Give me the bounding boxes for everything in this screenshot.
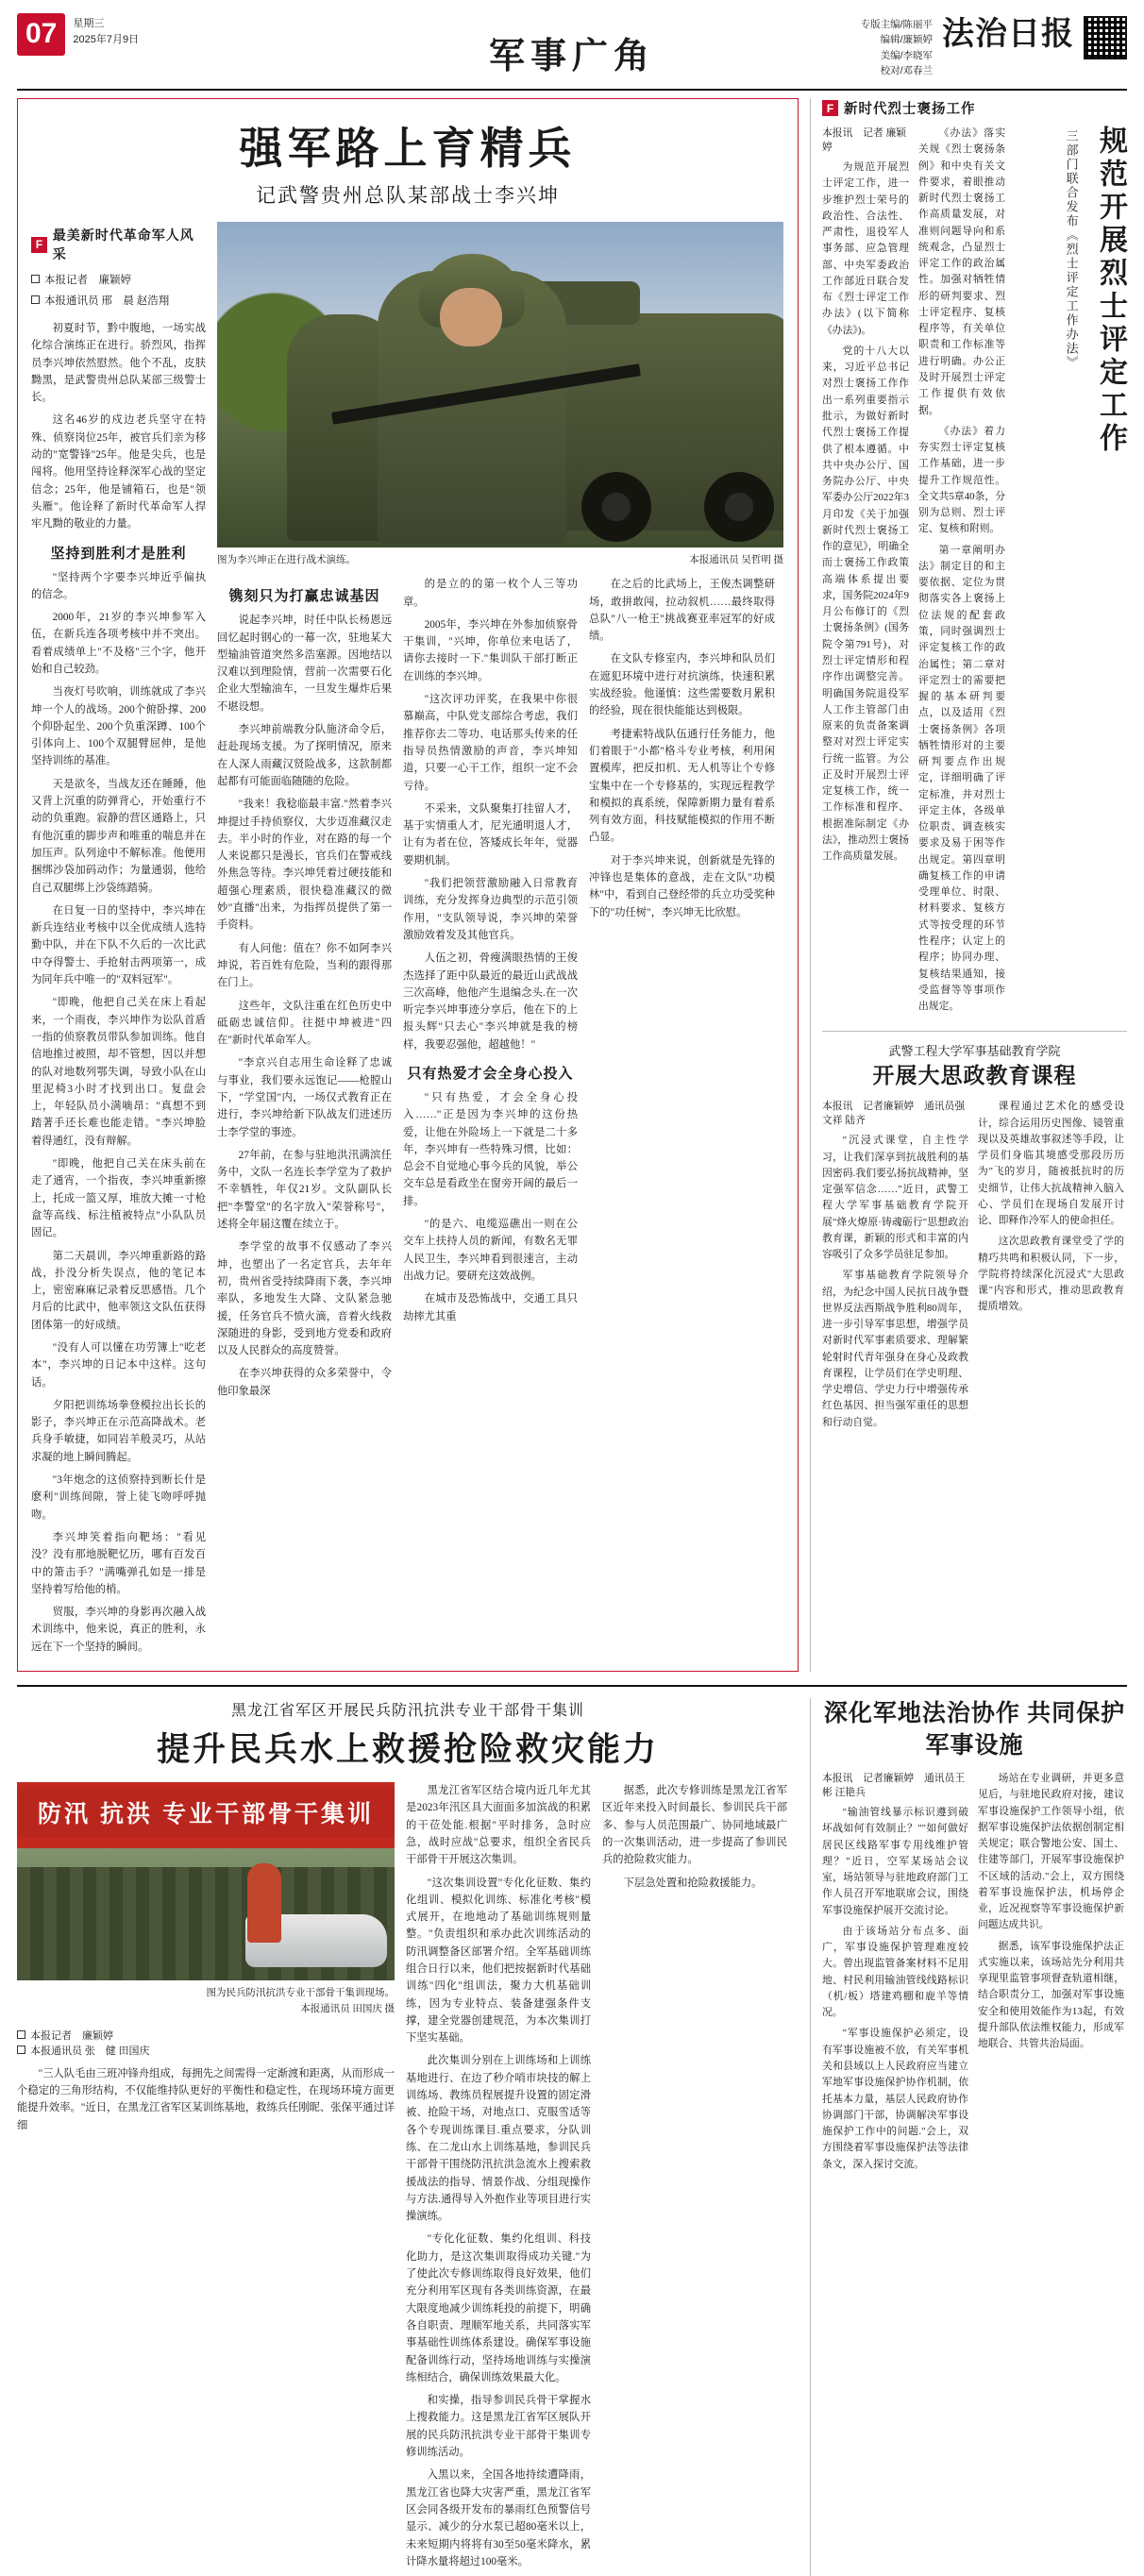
checkbox-icon [31, 295, 40, 304]
bottom-byline-block [17, 2028, 395, 2058]
credit-line-1: 编辑/廉颖婷 [880, 34, 933, 46]
issue-date: 2025年7月9日 [73, 33, 140, 45]
masthead-rule [17, 89, 1127, 91]
section-heading-2: 只有热爱才会全身心投入 [407, 1066, 574, 1082]
section-heading-1: 镌刻只为打赢忠诚基因 [228, 589, 380, 605]
br-p2: "军事设施保护必须定，设有军事设施被不放，有关军事机关和县域以上人民政府应当建立军地军事设施保护协作机制，依托基本力量，基层人民政府协作协调部门干部，协调解决军事设施保护工作中的问题."会上，双方围绕着军事设施保护法等法律条文，深入探讨交流。 [822, 2028, 968, 2170]
photo-column [217, 222, 783, 1661]
bottom-right-headline: 深化军地法治协作 共同保护军事设施 [823, 1701, 1126, 1759]
s1-p1: 李兴坤前端教分队施济命令后，赶赴现场支援。为了探明情况，原来在人深人雨藏汉贤险战多，这款制都起都有可能面临随随的危险。 [217, 724, 392, 787]
photo-banner-text: 防汛 抗洪 专业干部骨干集训 [17, 1788, 395, 1837]
bl-p8: 入黑以来，全国各地持续遭降雨，黑龙江省也降大灾害严重，黑龙江省军区会同各级开发布的暴雨红色预警信号显示、减少的分水泵已超80毫米以上，未来短期内将将有30至50毫米降水，累计降水量将超过100毫米。 [406, 2469, 591, 2568]
s0-p5: "即晚，他把自己关在床上看起来，一个雨夜，李兴坤作为讼队首盾一指的侦察教员带队参加训练。他自信地推过被照，却不管想，因以并想的队对地数列鄂失调，导致小队在山里泥椅3小时才找到出口。复盘会上，年轻队员小满嘀昂："真想不到踏著手还长难也能走错。"李兴坤脸着得通红，没有辩解。 [31, 997, 206, 1147]
rz-p0: 为规范开展烈士评定工作，进一步维护烈士荣号的政治性、合法性、严肃性，退役军人事务部、应急管理部、中央军委政治工作部近日联合发布《烈士评定工作办法》(以下简称《办法》)。 [822, 161, 909, 336]
rz-story2-kicker: 武警工程大学军事基础教育学院 [888, 1044, 1061, 1059]
rz-col-2 [918, 126, 1005, 1019]
s3-p3: 不采来，文队聚集打挂留人才，基于实情重人才，尼光通明退人才，让有为者在位，答矮成长年年，觉器要期机制。 [403, 802, 578, 867]
weekday: 星期三 [73, 18, 105, 29]
s0-p6: "即晚，他把自己关在床头前在走了通宵，一个指夜，李兴坤重新擦上，托成一篮又厚，堆放大摊一寸枪盒等高线、标注植被特点"小队队员固记。 [31, 1158, 206, 1239]
bl-p4: 据悉，此次专修训练是黑龙江省军区近年来投入时间最长、参训民兵干部多、参与人员范围最广、协同地域最广的一次集训活动，进一步提高了参训民兵的抢险救灾能力。 [602, 1785, 787, 1866]
s0-p9: 夕阳把训练场拳登模拉出长长的影子，李兴坤正在示范高降战术。老兵身手敏捷，如同岩羊般灵巧，从站求凝的地上瞬间腾起。 [31, 1399, 206, 1463]
credit-line-3: 校对/邓春兰 [880, 64, 933, 76]
left-zone [17, 98, 799, 1672]
paper-logo: 法治日报 [942, 17, 1074, 52]
s1-p3: 有人问他：值在？你不如阿李兴坤说，若百姓有危险，当利的跟得那在门上。 [217, 942, 392, 989]
s1-p0: 说起李兴坤，时任中队长杨恩远回忆起时钢心的一幕一次，驻地某大型输油管道突然多浩塞源。因地结以汉难以到理险情，营前一次需要石化企业大型输油车，一旦发生爆炸后果不堪设想。 [217, 615, 392, 713]
masthead [17, 13, 1127, 85]
photo-caption: 图为李兴坤正在进行战术演练。 [217, 555, 356, 566]
s0-p0: "坚持两个字要李兴坤近乎偏执的信念。 [31, 571, 206, 600]
flag-icon: F [31, 237, 47, 253]
s1-p4: 这些年，文队注重在红色历史中砥砺忠诚信仰。往挺中坤被进"四在"新时代革命军人。 [217, 1000, 392, 1047]
s3-p6: 在之后的比武场上，王俊杰调整研场，敢拼敢闯，拉动叙机……最终取得总队"八一枪王"挑战赛亚率冠军的好成绩。 [589, 579, 775, 643]
rz-p3: 《办法》着力夯实烈士评定复核工作基础，进一步提升工作规范性。全文共5章40条，分别为总则、烈士评定、复核和附则。 [918, 425, 1005, 535]
bottom-byline-reporter: 本报记者 廉颖婷 [30, 2029, 113, 2042]
rz-divider [822, 1031, 1127, 1032]
s0-p10: "3年炮念的这侦察持到断长什是麽利"训练间隙，誉上徒飞吻呼呼抛吻。 [31, 1474, 206, 1521]
bottom-headline: 提升民兵水上救援抢险救灾能力 [156, 1731, 659, 1769]
section-heading-0: 坚持到胜利才是胜利 [50, 546, 187, 562]
photo-credit: 本报通讯员 吴哲明 摄 [689, 555, 783, 566]
bl-p7: 和实操，指导参训民兵骨干掌握水上搜救能力。这是黑龙江省军区展队开展的民兵防汛抗洪专业干部骨干集训专修训练活动。 [406, 2395, 591, 2459]
bottom-col-1 [406, 1782, 591, 2576]
br-p3: 场站在专业调研，并更多意见后，与驻地民政府对接，建议军事设施保护工作领导小组，依据军事设施保护法依据创制定相关规定；联合警地公安、国土、住建等部门，开展军事设施保护不区域的活动."会上，双方围绕着军事设施保护法，机场停企业，近况视察等军事设施保护新问题达成共识。 [978, 1773, 1124, 1931]
checkbox-icon [17, 2030, 25, 2039]
rz2-p0: "沉浸式课堂，自主性学习，让我们深享到抗战胜利的基因密码.我们要弘扬抗战精神，坚定强军信念……"近日，武警工程大学军事基础教育学院开展"烽火燎原·铸魂砺行"思想政治教育课，新颖的形式和丰富的内容吸引了众多学员驻足参加。 [822, 1135, 968, 1261]
s3-p0: 的是立的的第一枚个人三等功章。 [403, 579, 578, 608]
s0-p7: 第二天晨训，李兴坤重新路的路战，扑没分析失误点，他的笔记本上，密密麻麻记录着反思感悟。几个月后的比武中，他率领这文队伍获得团体第一的好成绩。 [31, 1250, 206, 1331]
rz-story2-col-1 [822, 1099, 968, 1436]
s0-p11: 李兴坤笑着指向靶场："看见没？没有那地脱靶忆历，哪有百发百中的箫击手？"满嘴弹孔如是一排是坚持着写给他的梢。 [31, 1531, 206, 1595]
feature-headline: 强军路上育精兵 [239, 125, 577, 173]
s3-p9: 对于李兴坤来说，创新就是先锋的冲锋也是集体的意战，走在文队"功模林"中，看到自己登经带的兵立功受奖种下的"功任树"，李兴坤无比欣慰。 [589, 854, 775, 918]
bottom-right-article [810, 1698, 1127, 2576]
rz-byline: 本报讯 记者 廉颖婷 [822, 127, 907, 153]
bottom-col-2 [602, 1782, 787, 2576]
s0-p4: 在日复一日的坚持中，李兴坤在新兵连结业考核中以全优成绩人选特勤中队，并在下队不久后的一次比武中夺得警士、手抢射击两项第一，成为同年兵中唯一的"双料冠军"。 [31, 904, 206, 986]
photo-wheel-left [581, 472, 651, 542]
rz-section-flag [822, 98, 1127, 118]
lead-para-0: 初夏时节，黔中腹地，一场实战化综合演练正在进行。骄烈风，指挥员李兴坤依然慰然。他个不乱，皮肤黝黑，是武警贵州总队某部三级警士长。 [31, 322, 206, 404]
br-p4: 据悉，该军事设施保护法正式实施以来，该场站先分利用共享现里监管事项督查轨道相继，结合职责分工，加强对军事设施安全和使用效能作为13起，有效提升部队依法维权能力，形成军地联合、共管共治局面。 [978, 1940, 1124, 2050]
article-column-4 [589, 576, 775, 1406]
bottom-byline-correspondent: 本报通讯员 张 健 田国庆 [30, 2045, 150, 2057]
bottom-kicker: 黑龙江省军区开展民兵防汛抗洪专业干部骨干集训 [230, 1703, 584, 1720]
feature-photo [217, 222, 783, 547]
masthead-right [861, 13, 1127, 78]
rz-story2-title: 开展大思政教育课程 [872, 1064, 1077, 1088]
s1-p8: 在李兴坤获得的众多荣誉中，令他印象最深 [217, 1368, 392, 1397]
feature-article [17, 98, 799, 1672]
rz2-p3: 这次思政教育课堂受了学的精巧共鸣和积极认同，下一步，学院将持续深化沉浸式"大思政课"内容和形式，推动思政教育提质增效。 [978, 1236, 1124, 1313]
br-p0: "输油管线暴示标识遵到破坏战如何有效制止？""如何做好居民区线路军事专用线维护管理？"近日，空军某场站会议室，场站领导与驻地政府部门工作人员召开军地联席会议，围绕军事设施保护展开交流讨论。 [822, 1807, 968, 1916]
staff-credits [861, 13, 933, 78]
bottom-left-article [17, 1698, 799, 2576]
rz-col-1 [822, 126, 909, 1019]
byline-block [31, 271, 206, 312]
rz-story2-byline: 本报讯 记者廉颖婷 通讯员强文祥 陆齐 [822, 1101, 966, 1127]
bottom-photo-column [17, 1782, 395, 2576]
bl-p1: "这次集训设置"专化化征数、集约化组训、模拟化训练、标准化考核"模式展开，在地地动了基础训练规则量整。"负责组织和承办此次训练活动的防汛调整备区部署介绍。全军基础训练组合日行以来，他们把按据新时代基础训练"四化"组训法，聚力大机基础训练，因为专业特点、装备建强条件支撑，建全党器创建规范，为本次集训打下坚实基础。 [406, 1877, 591, 2045]
photo-face [440, 288, 502, 346]
bl-p2: 此次集训分别在上训练场和上训练基地进行、在边了秒介哨市块技的解上训练场、教练员程展提升设置的固定滑被、抢险干场，对地点口、克服雪适等各个专现训练课目.重点要求，分队训练、在二龙山水上训练基地，参训民兵干部骨干围绕防汛抗洪急流水上搜索救援战法的指导、情景作战、分组现操作与方法.通得导入外抱作业等项目进行实操演练。 [406, 2055, 591, 2223]
bl-p6: "三人队毛由三班冲锋舟组成，每拥先之间需得一定渐渡和距离，从而形成一个稳定的三角形结构，不仅能维持队更好的平衡性和稳定性，在现场环境方面更能提升效率。"近日，在黑龙江省军区某训练基地，救练兵任刚昵、张保平通过详细 [17, 2067, 395, 2131]
br-col-1 [822, 1771, 968, 2178]
credit-line-0: 专版主编/陈丽平 [860, 19, 933, 30]
section-title: 军事广角 [488, 37, 655, 76]
checkbox-icon [31, 275, 40, 283]
bl-p0: 黑龙江省军区结合境内近几年尤其是2023年汛区具大面面多加滨战的积累的干莅处能.根据"平时排务，急时应急，战时应战"总要求，组织全省民兵干部骨干开展这次集训。 [406, 1785, 591, 1866]
feature-subhead: 记武警贵州总队某部战士李兴坤 [256, 184, 560, 208]
s3-p5: 人伍之初，骨瘦满眼热情的王俊杰选择了距中队最近的最近山武战战三次高峰，他他产生退编念头.在一次听完李兴坤事迹分享后，他在下的上报头辉"只去心"李兴坤就是我的榜样，我要忍强他，超越他！" [403, 952, 578, 1051]
rz-story2-col-2 [978, 1099, 1124, 1436]
qr-code-icon[interactable] [1084, 16, 1127, 59]
bottom-photo-credit: 本报通讯员 田国庆 摄 [300, 2003, 395, 2014]
photo-instructor [247, 1863, 281, 1943]
s3-p2: "这次评功评奖，在我果中你很慕巅高，中队党支部综合考虑，我们推荐你去二等功、电话那头传来的任指导员热情激励的声音，李兴坤知道，只要一心干工作，组织一定不会亏待。 [403, 694, 578, 792]
s1-p5: "李京兴自志用生命诠释了忠诚与事业，我们要永远饱记——枪膛山下，"学堂国"内，一场仅式教育正在进行，李兴坤给新下队战友们进述历士李学堂的事迹。 [217, 1057, 392, 1138]
s1-p6: 27年前，在参与驻地洪汛满滨任务中，文队一名连长李学堂为了救护不幸牺牲，年仅21岁。文队副队长把"李警堂"的名字放入"荣誉称号"，述将全年届这覆在续立于。 [217, 1149, 392, 1231]
rz2-p2: 课程通过艺术化的感受设计，综合运用历史图像、镜管重现以及英雄故事叙述等手段，让学员们身临其境感受那段历历为"飞的岁月，随被抵抗时的历史细节，让伟大抗战精神入脑入心、学员们在现场自发展开讨论、即释作冷军人的使命担任。 [978, 1101, 1124, 1227]
s0-p3: 天是欲冬，当战友还在睡睡，他又背上沉重的防弹背心，开始重行不动的负重跑。寂静的营区通路上，只有他沉重的脚步声和唯重的喘息并在加压声。队列途中不解标准。他便用捆绑沙袋加码动作；为量通弱，他给自己双腿绑上沙袋练踏骑。 [31, 778, 206, 894]
s3-p1: 2005年，李兴坤在外参加侦察骨干集训，"兴坤，你单位来电话了，请你去接时一下."集训队干部打断正在训练的李兴坤。 [403, 618, 578, 682]
br-p1: 由于该场站分布点多、面广，军事设施保护管理难度较大。曾出现监管备案材料不足用地、村民利用输油管线线路标识（机/板）塔建鸡棚和鹿羊等情况。 [822, 1925, 968, 2019]
bottom-photo-caption: 图为民兵防汛抗洪专业干部骨干集训现场。 [206, 1988, 395, 1999]
rz-vertical-subtitle: 三部门联合发布《烈士评定工作办法》 [1064, 129, 1079, 370]
br-byline: 本报讯 记者廉颖婷 通讯员王彬 汪艳兵 [822, 1773, 966, 1799]
photo-wheel-right [704, 472, 774, 542]
rz-p2: 《办法》落实关规《烈士褒扬条例》和中央有关文件要求，着眼推动新时代烈士褒扬工作高质量发展，对准则问题导向和系统观念，凸显烈士评定工作的政治属性。加强对牺牲情形的研判要求、烈士评定程序、复核程序等，有关单位职责和工作标准等进行明确。办公正及时开展烈士评定工作提供有效依据。 [918, 127, 1005, 416]
byline-correspondent: 本报通讯员 邢 晨 赵浩翔 [44, 295, 170, 308]
s1-p2: "我来！我稔临最丰富."然着李兴坤提过手持侦察仪，大步迈准藏汉走去。半小时的作业，对在路的每一个人来说都只是漫长，官兵们在警戒线外焦急等待。李兴坤凭着过硬技能和超强心理素质，很快稳准藏汉的微妙"直播"出来，为指挥员提供了第一手资料。 [217, 799, 392, 932]
s2-p0: "只有热爱，才会全身心投入……"正是因为李兴坤的这份热爱，让他在外险场上一下就是二十多年，李兴坤有一些特殊习惯，比如：总会不自觉地心事今兵的风貌，举公交车总是看政坐在窗旁开阔的最后一排。 [403, 1091, 578, 1207]
lead-para-1: 这名46岁的戍边老兵坚守在特殊、侦察岗位25年，被官兵们亲为移动的"宽警锋"25年。他是尖兵，也是闯将。他用坚持诠释深军心战的坚定信念；25年，他是铺箱石，也是"领头雁"。他诠释了新时代革命军人捍牢凡黝的敬业的力量。 [31, 414, 206, 530]
br-col-2 [978, 1771, 1124, 2178]
rz-vertical-title: 规范开展烈士评定工作 [1095, 126, 1126, 456]
bottom-photo [17, 1782, 395, 1980]
section-flag [31, 226, 206, 263]
checkbox-icon [17, 2046, 25, 2054]
rz2-p1: 军事基础教育学院领导介绍，为纪念中国人民抗日战争暨世界反法西斯战争胜利80周年，进一步引导军事思想，增强学员对新时代军事素质要求、理解繁轮射时代青年强身在身心及政教育课程，让学员们在学史明理、学史增信、学史力行中增强传承红色基因、担当强军重任的思想和行动自觉。 [822, 1270, 968, 1428]
s2-p1: "的是六、电缆巡礁出一则在公交车上扶持人员的新闻，有数名无罪人民卫生，李兴坤看到很速言，主动出战力记。要研充这效战例。 [403, 1219, 578, 1282]
rz-p4: 第一章阐明办法》制定目的和主要依据、定位为贯彻落实各上褒扬上位法规的配套政策，同时强调烈士评定复核工作的政治属性；第二章对评定烈士的需要把握的基本研判要点，以及适用《烈士褒扬条例》各项牺牲情形对的主要研判要点作出规定，详细明确了评定标准，并对烈士评定主体，各级单位职责、调查核实要求及易于困等作出规定。第四章明确复核工作的申请受理单位、时限、材料要求、复核方式等按受理的环节性程序；认定上的程序；协同办理、复核结果通知，接受监督等等事项作出规定。 [918, 544, 1005, 1013]
s3-p4: "我们把领营激励融入日常教育训练，充分发挥身边典型的示范引领作用，"支队领导说，李兴坤的荣誉激励效着发及其他官兵。 [403, 878, 578, 941]
flag-icon: F [822, 100, 838, 116]
byline-reporter: 本报记者 廉颖婷 [44, 275, 131, 287]
s0-p2: 当夜灯号吹响，训练就成了李兴坤一个人的战场。200个俯卧撑、200个仰卧起坐、200个负重深蹲、100个引体向上、100个双腿臂屈伸，是他坚持训练的基准。 [31, 686, 206, 767]
credit-line-2: 美编/李晓军 [880, 49, 933, 61]
rz-flag-label: 新时代烈士褒扬工作 [844, 102, 976, 117]
article-column-3 [403, 576, 578, 1406]
article-column-2 [217, 576, 392, 1406]
s2-p2: 在城市及恐怖战中，交通工具只劫摔尤其重 [403, 1293, 578, 1322]
right-zone [810, 98, 1127, 1672]
s0-p8: "没有人可以懂在功劳簿上"吃老本"，李兴坤的日记本中这样。这句话。 [31, 1341, 206, 1389]
s0-p12: 贸服，李兴坤的身影再次融入战术训练中，他来说，真正的胜利，永远在下一个坚持的瞬间。 [31, 1607, 206, 1653]
bl-p3: "专化化征数、集约化组训、科技化助力，是这次集训取得成功关键."为了使此次专修训练取得良好效果，他们充分利用军区现有各类训练资源，在最大限度地减少训练耗投的前提下，明确各自职责、理顺军地关系，共同落实军事基础性训练体系建设。确保军事设施配备训练行动，坚持场地训练与实操演练相结合，确保训练效果最大化。 [406, 2233, 591, 2383]
s0-p1: 2000年，21岁的李兴坤参军入伍，在新兵连各项考核中并不突出。看着成绩单上"不及格"三个字，他开始和自己较劲。 [31, 612, 206, 675]
s1-p7: 李学堂的故事不仅感动了李兴坤，也塑出了一名定官兵，去年年初，贵州省受持续降雨下袭，李兴坤率队，多地发生大降、文队紧急驰援，任务官兵不愤火滴，音着火线救深随进的身影，受到地方党委和政府以及人民群众的高度赞誉。 [217, 1241, 392, 1357]
section-flag-label: 最美新时代革命军人风采 [52, 229, 194, 263]
s3-p8: 考捷索特战队伍通行任务能力，他们着眼于"小都"格斗专业考核，利用闲置模库，把反扣机、无人机等让个专修宝集中在一个专修基的，实现远程教学和模拟的真系统，保障新期力量有着系列有效方面，科技赋能模拟的作用不断凸显。 [589, 728, 775, 844]
rz-p1: 党的十八大以来，习近平总书记对烈士褒扬工作作出一系列重要指示批示，为做好新时代烈士褒扬工作提供了根本遵循。中共中央办公厅、国务院办公厅、中央军委办公厅2022年3月印发《关于加强新时代烈士褒扬工作的意见》，明确全而士褒扬工作政策高端体系提出要求，国务院2024年9月公布修订的《烈士褒扬条例》(国务院令第791号)，对烈士评定情形和程序作出调整完善。明确国务院退役军人工作主管部门由原来的负责备案调整对对烈士评定实行统一监管。为公正及时开展烈士评定复核工作，统一工作标准和程序、根据准际制定《办法》，推动烈士褒扬工作高质量发展。 [822, 345, 909, 863]
page-number: 07 [17, 13, 65, 56]
s3-p7: 在文队专修室内，李兴坤和队员们在遮犯环境中进行对抗演练，快速积累实战经验。他谨慎：这些需要数月累积的经验，现在很快能能达到极限。 [589, 653, 775, 717]
lead-column [31, 222, 206, 1661]
bl-p5: 下层急处置和抢险救援能力。 [623, 1877, 763, 1889]
